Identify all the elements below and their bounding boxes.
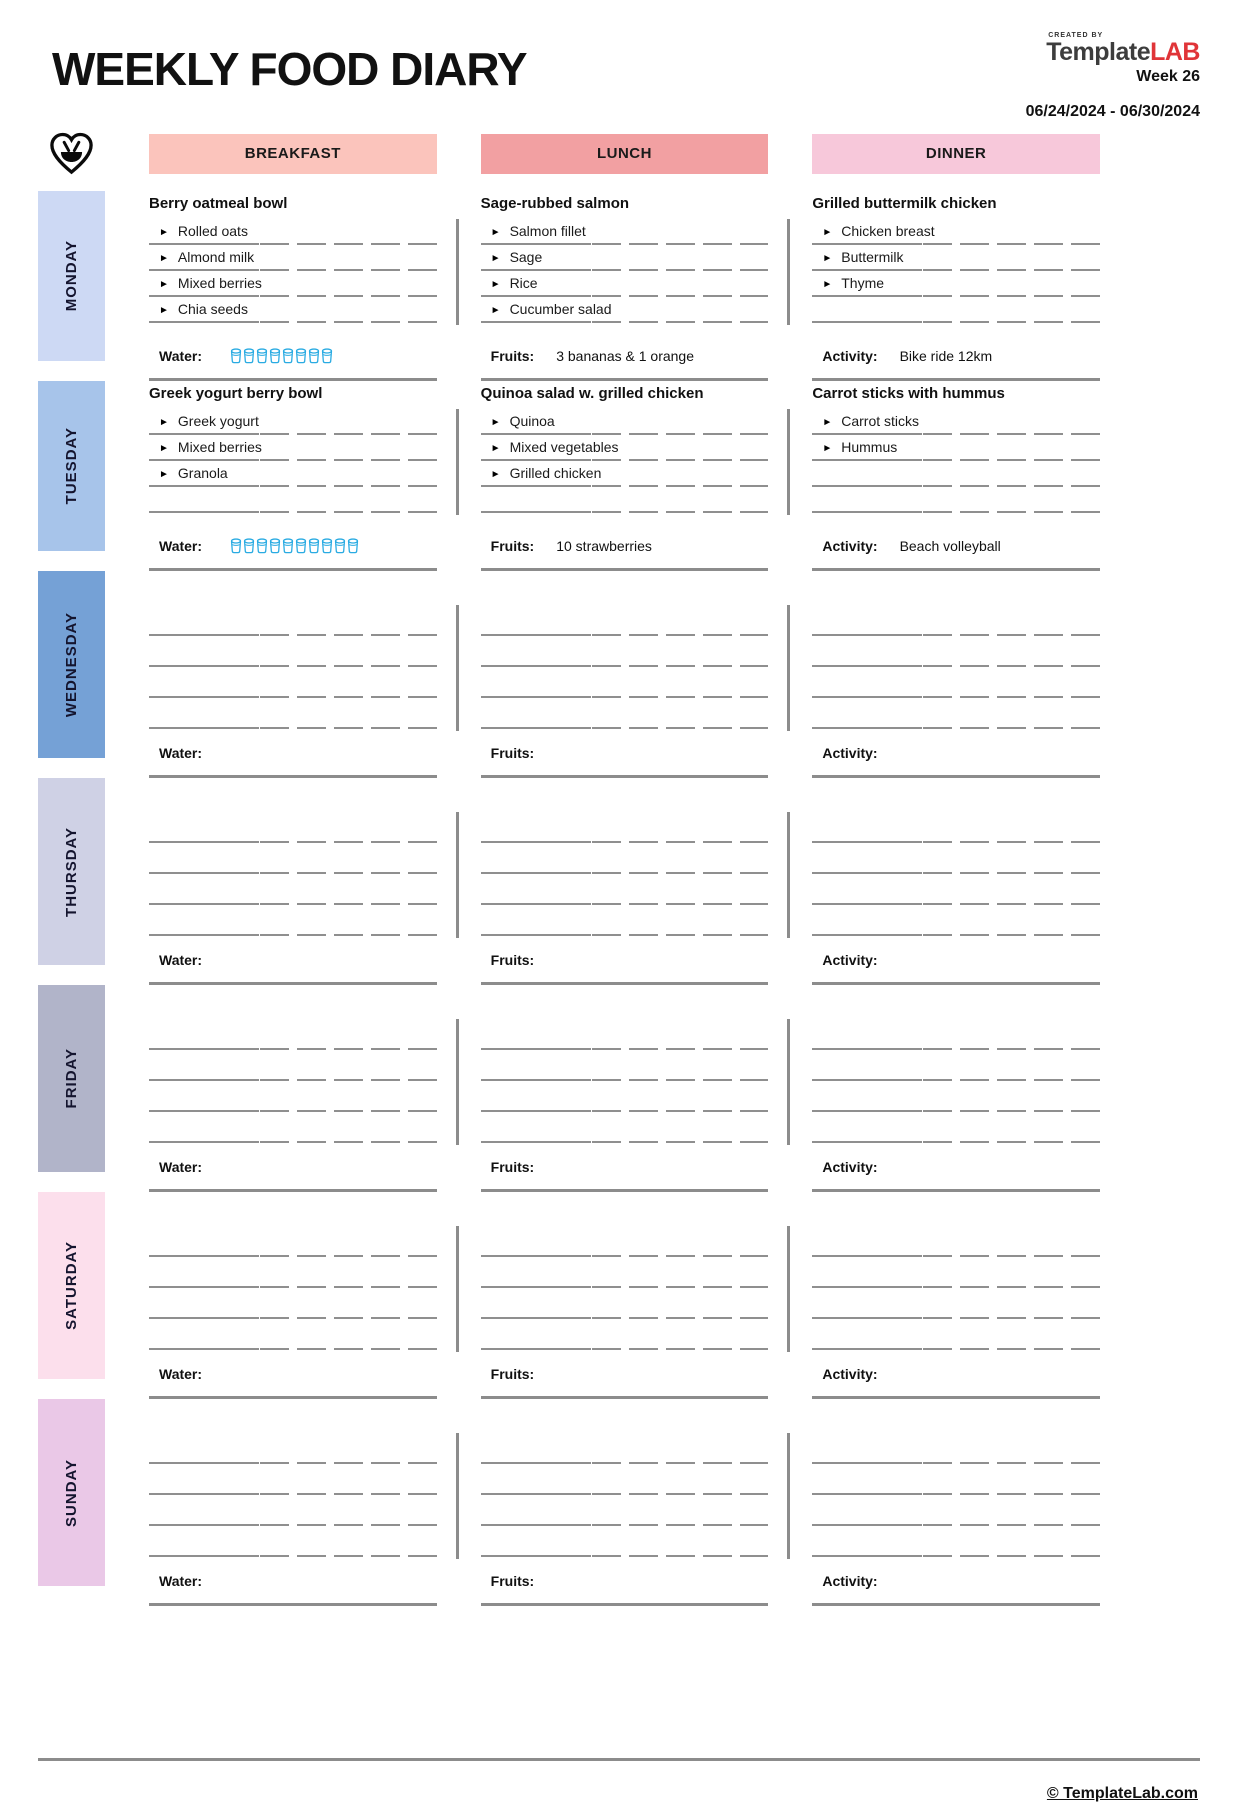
lunch-column-header: LUNCH bbox=[481, 134, 769, 174]
bullet-icon: ► bbox=[159, 226, 169, 238]
water-row bbox=[149, 332, 437, 366]
bullet-icon: ► bbox=[822, 278, 833, 290]
meal-item-line[interactable] bbox=[812, 1226, 1100, 1257]
day-name: WEDNESDAY bbox=[63, 611, 80, 718]
water-glass-icon bbox=[243, 538, 255, 554]
bullet-icon: ► bbox=[159, 304, 169, 316]
meal-title[interactable] bbox=[812, 985, 1100, 1019]
meal-item-line[interactable] bbox=[149, 271, 437, 297]
water-row bbox=[149, 936, 437, 970]
meal-item-text: Rice bbox=[509, 275, 538, 291]
meal-title[interactable]: Carrot sticks with hummus bbox=[812, 385, 1005, 402]
fruits-label: Fruits: bbox=[490, 1159, 535, 1175]
meal-title[interactable]: Quinoa salad w. grilled chicken bbox=[480, 385, 704, 402]
fruits-label: Fruits: bbox=[490, 538, 535, 554]
meal-title[interactable] bbox=[481, 1192, 769, 1226]
meal-item-line[interactable] bbox=[149, 1319, 437, 1350]
meal-item-line[interactable] bbox=[149, 843, 437, 874]
brand-primary-text: Template bbox=[1046, 38, 1151, 66]
meal-item-text: Chia seeds bbox=[177, 301, 248, 317]
meal-item-line[interactable] bbox=[812, 435, 1100, 461]
dinner-cell bbox=[812, 985, 1100, 1192]
meal-item-line[interactable] bbox=[481, 636, 769, 667]
meal-item-line[interactable] bbox=[149, 874, 437, 905]
column-header-row bbox=[38, 130, 1100, 177]
meal-item-line[interactable] bbox=[149, 667, 437, 698]
meal-item-line[interactable] bbox=[812, 1526, 1100, 1557]
meal-item-line[interactable] bbox=[149, 297, 437, 323]
water-glass-icon bbox=[295, 538, 307, 554]
meal-item-line[interactable] bbox=[812, 605, 1100, 636]
fruits-row bbox=[481, 729, 769, 763]
water-glass-tracker[interactable] bbox=[230, 538, 359, 554]
meal-title[interactable] bbox=[149, 571, 437, 605]
water-label: Water: bbox=[159, 1573, 203, 1589]
meal-item-text: Salmon fillet bbox=[509, 223, 586, 239]
meal-item-line[interactable] bbox=[481, 1019, 769, 1050]
meal-item-text: Chicken breast bbox=[841, 223, 935, 239]
dinner-cell bbox=[812, 1192, 1100, 1399]
bullet-icon: ► bbox=[159, 468, 169, 480]
day-row bbox=[38, 985, 1100, 1192]
dinner-cell bbox=[812, 191, 1100, 381]
meal-item-line[interactable] bbox=[481, 1226, 769, 1257]
fruits-row bbox=[481, 1143, 769, 1177]
breakfast-cell bbox=[149, 985, 437, 1192]
meal-items bbox=[812, 219, 1100, 323]
day-label bbox=[38, 1399, 105, 1586]
water-label: Water: bbox=[159, 745, 203, 761]
water-glass-icon bbox=[256, 348, 268, 364]
water-glass-icon bbox=[308, 348, 320, 364]
meal-item-line[interactable] bbox=[481, 874, 769, 905]
water-glass-icon bbox=[256, 538, 268, 554]
meal-items bbox=[149, 1226, 437, 1350]
meal-item-line[interactable] bbox=[481, 698, 769, 729]
fruits-row bbox=[481, 936, 769, 970]
water-glass-icon bbox=[243, 348, 255, 364]
meal-item-line[interactable] bbox=[812, 1257, 1100, 1288]
water-row bbox=[149, 1350, 437, 1384]
meal-item-line[interactable] bbox=[481, 667, 769, 698]
bullet-icon: ► bbox=[490, 304, 501, 316]
meal-item-text: Hummus bbox=[841, 439, 898, 455]
fruits-label: Fruits: bbox=[490, 1366, 535, 1382]
meal-item-line[interactable] bbox=[812, 905, 1100, 936]
dinner-cell bbox=[812, 571, 1100, 778]
meal-item-line[interactable] bbox=[149, 409, 437, 435]
meal-item-line[interactable] bbox=[481, 1257, 769, 1288]
meal-item-line[interactable] bbox=[481, 219, 769, 245]
activity-row bbox=[812, 522, 1100, 556]
meal-item-line[interactable] bbox=[149, 605, 437, 636]
bullet-icon: ► bbox=[822, 252, 833, 264]
meal-item-line[interactable] bbox=[149, 1495, 437, 1526]
day-label bbox=[38, 1192, 105, 1379]
meal-item-line[interactable] bbox=[812, 1050, 1100, 1081]
meal-item-line[interactable] bbox=[812, 1112, 1100, 1143]
meal-item-line[interactable] bbox=[481, 1112, 769, 1143]
activity-value[interactable]: Bike ride 12km bbox=[899, 348, 993, 364]
meal-items bbox=[812, 605, 1100, 729]
meal-title[interactable] bbox=[149, 1192, 437, 1226]
bullet-icon: ► bbox=[490, 252, 501, 264]
lunch-cell bbox=[481, 778, 769, 985]
meal-item-text: Rolled oats bbox=[177, 223, 248, 239]
day-name: MONDAY bbox=[63, 240, 80, 312]
activity-label: Activity: bbox=[822, 745, 878, 761]
day-rows bbox=[38, 191, 1100, 1606]
meal-item-line[interactable] bbox=[149, 1226, 437, 1257]
day-row bbox=[38, 1399, 1100, 1606]
meal-item-line[interactable] bbox=[149, 905, 437, 936]
fruits-label: Fruits: bbox=[490, 745, 535, 761]
meal-item-line[interactable] bbox=[481, 487, 769, 513]
meal-item-line[interactable] bbox=[812, 874, 1100, 905]
meal-item-line[interactable] bbox=[149, 1464, 437, 1495]
meal-item-text: Cucumber salad bbox=[509, 301, 612, 317]
meal-item-line[interactable] bbox=[149, 698, 437, 729]
lunch-cell bbox=[481, 1192, 769, 1399]
meal-item-line[interactable] bbox=[812, 409, 1100, 435]
meal-items bbox=[812, 1226, 1100, 1350]
meal-items bbox=[481, 219, 769, 323]
meal-item-text: Mixed vegetables bbox=[509, 439, 619, 455]
meal-items bbox=[149, 409, 437, 513]
meal-item-line[interactable] bbox=[149, 1050, 437, 1081]
meal-item-line[interactable] bbox=[149, 812, 437, 843]
meal-title[interactable] bbox=[481, 985, 769, 1019]
activity-row bbox=[812, 332, 1100, 366]
templatelab-logo bbox=[1046, 32, 1200, 65]
bullet-icon: ► bbox=[159, 416, 169, 428]
water-label: Water: bbox=[159, 1366, 203, 1382]
meal-item-line[interactable] bbox=[149, 1112, 437, 1143]
page-footer bbox=[38, 1758, 1200, 1803]
water-glass-icon bbox=[321, 348, 333, 364]
fruits-label: Fruits: bbox=[490, 1573, 535, 1589]
dinner-cell bbox=[812, 778, 1100, 985]
meal-title[interactable] bbox=[481, 778, 769, 812]
meal-item-line[interactable] bbox=[812, 297, 1100, 323]
meal-item-text: Granola bbox=[177, 465, 228, 481]
meal-item-line[interactable] bbox=[481, 461, 769, 487]
breakfast-cell bbox=[149, 1192, 437, 1399]
meal-item-line[interactable] bbox=[149, 636, 437, 667]
meal-item-line[interactable] bbox=[481, 297, 769, 323]
water-glass-icon bbox=[308, 538, 320, 554]
meal-items bbox=[812, 812, 1100, 936]
footer-divider bbox=[38, 1758, 1200, 1761]
activity-row bbox=[812, 1557, 1100, 1591]
day-label bbox=[38, 985, 105, 1172]
meal-title[interactable] bbox=[812, 571, 1100, 605]
meal-item-line[interactable] bbox=[812, 812, 1100, 843]
bullet-icon: ► bbox=[490, 278, 501, 290]
day-name: THURSDAY bbox=[63, 826, 80, 917]
meal-items bbox=[481, 605, 769, 729]
meal-title[interactable] bbox=[812, 778, 1100, 812]
meal-item-line[interactable] bbox=[812, 843, 1100, 874]
bullet-icon: ► bbox=[822, 226, 833, 238]
meal-title[interactable] bbox=[149, 778, 437, 812]
meal-title[interactable] bbox=[812, 1192, 1100, 1226]
day-label bbox=[38, 191, 105, 361]
bullet-icon: ► bbox=[822, 416, 833, 428]
meal-item-line[interactable] bbox=[812, 271, 1100, 297]
fruits-value[interactable]: 10 strawberries bbox=[556, 538, 652, 554]
activity-label: Activity: bbox=[822, 348, 878, 364]
day-row bbox=[38, 381, 1100, 571]
dinner-cell bbox=[812, 1399, 1100, 1606]
meal-item-line[interactable] bbox=[149, 487, 437, 513]
meal-items bbox=[812, 409, 1100, 513]
meal-item-line[interactable] bbox=[481, 435, 769, 461]
breakfast-cell bbox=[149, 571, 437, 778]
fruits-row bbox=[481, 332, 769, 366]
meal-items bbox=[481, 1226, 769, 1350]
lunch-cell bbox=[481, 191, 769, 381]
meal-item-line[interactable] bbox=[812, 1495, 1100, 1526]
activity-row bbox=[812, 936, 1100, 970]
water-label: Water: bbox=[159, 1159, 203, 1175]
meal-item-text: Quinoa bbox=[509, 413, 555, 429]
bullet-icon: ► bbox=[159, 252, 169, 264]
copyright-link[interactable]: © TemplateLab.com bbox=[1046, 1785, 1198, 1802]
activity-row bbox=[812, 1350, 1100, 1384]
meal-items bbox=[481, 409, 769, 513]
created-by-label: CREATED BY bbox=[1048, 32, 1104, 39]
meal-item-text: Buttermilk bbox=[841, 249, 904, 265]
meal-title[interactable]: Berry oatmeal bowl bbox=[149, 195, 288, 212]
meal-item-line[interactable] bbox=[481, 409, 769, 435]
meal-title[interactable] bbox=[481, 571, 769, 605]
date-range: 06/24/2024 - 06/30/2024 bbox=[1025, 103, 1200, 120]
dinner-column-header: DINNER bbox=[812, 134, 1100, 174]
day-row bbox=[38, 1192, 1100, 1399]
bullet-icon: ► bbox=[490, 468, 501, 480]
day-row bbox=[38, 571, 1100, 778]
water-label: Water: bbox=[159, 538, 203, 554]
activity-value[interactable]: Beach volleyball bbox=[899, 538, 1001, 554]
fruits-label: Fruits: bbox=[490, 348, 535, 364]
meal-title[interactable] bbox=[149, 985, 437, 1019]
meal-item-line[interactable] bbox=[812, 1319, 1100, 1350]
meal-item-line[interactable] bbox=[812, 636, 1100, 667]
meal-item-line[interactable] bbox=[481, 1288, 769, 1319]
meal-item-text: Mixed berries bbox=[177, 439, 262, 455]
meal-item-line[interactable] bbox=[812, 1019, 1100, 1050]
meal-item-line[interactable] bbox=[481, 1526, 769, 1557]
meal-items bbox=[481, 1433, 769, 1557]
water-row bbox=[149, 522, 437, 556]
breakfast-cell bbox=[149, 191, 437, 381]
meal-items bbox=[812, 1019, 1100, 1143]
water-glass-icon bbox=[347, 538, 359, 554]
day-name: SUNDAY bbox=[63, 1458, 80, 1527]
meal-items bbox=[481, 1019, 769, 1143]
meal-item-line[interactable] bbox=[812, 1433, 1100, 1464]
water-glass-icon bbox=[282, 538, 294, 554]
bullet-icon: ► bbox=[490, 226, 501, 238]
meal-items bbox=[149, 219, 437, 323]
meal-item-line[interactable] bbox=[149, 1257, 437, 1288]
meal-item-line[interactable] bbox=[812, 698, 1100, 729]
water-glass-tracker[interactable] bbox=[230, 348, 333, 364]
water-glass-icon bbox=[282, 348, 294, 364]
water-glass-icon bbox=[269, 348, 281, 364]
activity-label: Activity: bbox=[822, 952, 878, 968]
fruits-value[interactable]: 3 bananas & 1 orange bbox=[556, 348, 694, 364]
meal-items bbox=[481, 812, 769, 936]
activity-row bbox=[812, 1143, 1100, 1177]
brand-accent-text: LAB bbox=[1150, 38, 1200, 66]
breakfast-cell bbox=[149, 1399, 437, 1606]
meal-item-line[interactable] bbox=[481, 812, 769, 843]
water-glass-icon bbox=[321, 538, 333, 554]
water-label: Water: bbox=[159, 348, 203, 364]
meal-item-text: Greek yogurt bbox=[177, 413, 259, 429]
meal-item-line[interactable] bbox=[149, 1288, 437, 1319]
meal-item-text: Mixed berries bbox=[177, 275, 262, 291]
meal-item-line[interactable] bbox=[481, 905, 769, 936]
meal-item-line[interactable] bbox=[481, 1464, 769, 1495]
meal-item-line[interactable] bbox=[812, 219, 1100, 245]
day-row bbox=[38, 191, 1100, 381]
meal-item-line[interactable] bbox=[481, 1319, 769, 1350]
bullet-icon: ► bbox=[159, 278, 169, 290]
meal-item-line[interactable] bbox=[481, 245, 769, 271]
water-row bbox=[149, 729, 437, 763]
meal-item-line[interactable] bbox=[149, 1019, 437, 1050]
meal-title[interactable]: Greek yogurt berry bowl bbox=[149, 385, 323, 402]
breakfast-column-header: BREAKFAST bbox=[149, 134, 437, 174]
meal-item-text: Sage bbox=[509, 249, 543, 265]
activity-label: Activity: bbox=[822, 1159, 878, 1175]
meal-title[interactable]: Grilled buttermilk chicken bbox=[812, 195, 997, 212]
water-glass-icon bbox=[334, 538, 346, 554]
lunch-cell bbox=[481, 381, 769, 571]
fruits-label: Fruits: bbox=[490, 952, 535, 968]
meal-item-line[interactable] bbox=[149, 1526, 437, 1557]
activity-label: Activity: bbox=[822, 538, 878, 554]
meal-item-line[interactable] bbox=[812, 245, 1100, 271]
meal-items bbox=[149, 1019, 437, 1143]
meal-item-line[interactable] bbox=[149, 435, 437, 461]
water-glass-icon bbox=[269, 538, 281, 554]
day-label bbox=[38, 381, 105, 551]
day-row bbox=[38, 778, 1100, 985]
water-glass-icon bbox=[295, 348, 307, 364]
meal-item-line[interactable] bbox=[481, 271, 769, 297]
fruits-row bbox=[481, 1557, 769, 1591]
meal-item-line[interactable] bbox=[149, 461, 437, 487]
bullet-icon: ► bbox=[490, 442, 501, 454]
meal-item-line[interactable] bbox=[812, 1464, 1100, 1495]
meal-title[interactable] bbox=[149, 1399, 437, 1433]
meal-items bbox=[149, 1433, 437, 1557]
meal-item-line[interactable] bbox=[481, 1050, 769, 1081]
water-glass-icon bbox=[230, 348, 242, 364]
water-row bbox=[149, 1557, 437, 1591]
day-label bbox=[38, 778, 105, 965]
fruits-row bbox=[481, 1350, 769, 1384]
day-label bbox=[38, 571, 105, 758]
day-name: SATURDAY bbox=[63, 1241, 80, 1330]
water-glass-icon bbox=[230, 538, 242, 554]
week-label: Week 26 bbox=[1136, 68, 1200, 85]
meal-items bbox=[812, 1433, 1100, 1557]
meal-item-text: Carrot sticks bbox=[841, 413, 920, 429]
activity-label: Activity: bbox=[822, 1366, 878, 1382]
meal-item-text: Thyme bbox=[841, 275, 885, 291]
meal-item-line[interactable] bbox=[149, 219, 437, 245]
heart-bowl-icon bbox=[38, 130, 105, 177]
bullet-icon: ► bbox=[159, 442, 169, 454]
meal-item-text: Grilled chicken bbox=[509, 465, 602, 481]
fruits-row bbox=[481, 522, 769, 556]
dinner-cell bbox=[812, 381, 1100, 571]
meal-item-line[interactable] bbox=[812, 1081, 1100, 1112]
meal-item-line[interactable] bbox=[812, 461, 1100, 487]
meal-item-line[interactable] bbox=[812, 487, 1100, 513]
meal-item-line[interactable] bbox=[481, 1495, 769, 1526]
meal-item-line[interactable] bbox=[812, 1288, 1100, 1319]
meal-item-line[interactable] bbox=[149, 1081, 437, 1112]
meal-items bbox=[149, 812, 437, 936]
day-name: TUESDAY bbox=[63, 427, 80, 505]
meal-items bbox=[149, 605, 437, 729]
brand-block bbox=[1026, 30, 1200, 121]
meal-item-line[interactable] bbox=[149, 1433, 437, 1464]
bullet-icon: ► bbox=[490, 416, 501, 428]
meal-title[interactable]: Sage-rubbed salmon bbox=[480, 195, 630, 212]
lunch-cell bbox=[481, 985, 769, 1192]
page-header bbox=[38, 30, 1200, 122]
meal-item-line[interactable] bbox=[481, 605, 769, 636]
water-label: Water: bbox=[159, 952, 203, 968]
breakfast-cell bbox=[149, 778, 437, 985]
lunch-cell bbox=[481, 571, 769, 778]
bullet-icon: ► bbox=[822, 442, 833, 454]
lunch-cell bbox=[481, 1399, 769, 1606]
activity-row bbox=[812, 729, 1100, 763]
breakfast-cell bbox=[149, 381, 437, 571]
meal-item-line[interactable] bbox=[481, 843, 769, 874]
activity-label: Activity: bbox=[822, 1573, 878, 1589]
meal-item-line[interactable] bbox=[812, 667, 1100, 698]
water-row bbox=[149, 1143, 437, 1177]
meal-item-line[interactable] bbox=[481, 1081, 769, 1112]
meal-item-line[interactable] bbox=[149, 245, 437, 271]
meal-item-text: Almond milk bbox=[177, 249, 255, 265]
meal-title[interactable] bbox=[481, 1399, 769, 1433]
page-title: WEEKLY FOOD DIARY bbox=[52, 43, 527, 95]
meal-item-line[interactable] bbox=[481, 1433, 769, 1464]
meal-title[interactable] bbox=[812, 1399, 1100, 1433]
day-name: FRIDAY bbox=[63, 1048, 80, 1109]
